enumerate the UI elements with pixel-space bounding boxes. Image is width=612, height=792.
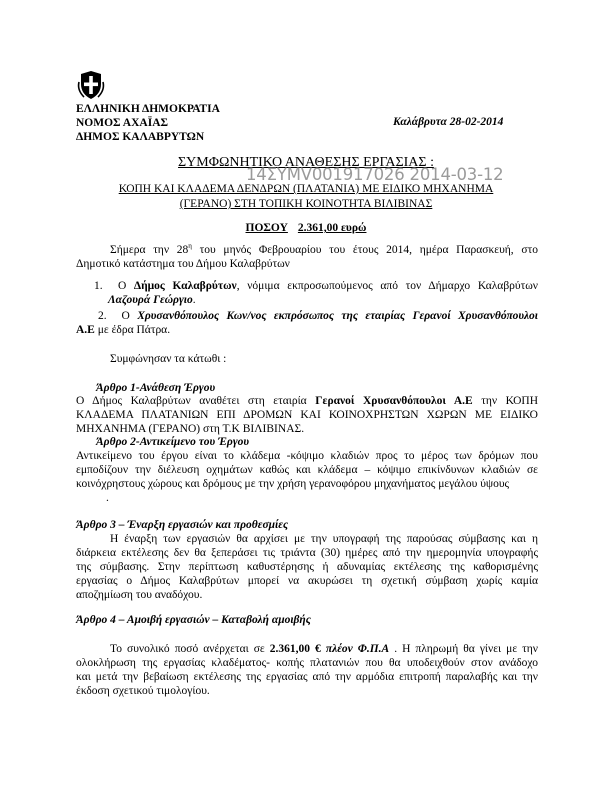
- document-title: ΣΥΜΦΩΝΗΤΙΚΟ ΑΝΑΘΕΣΗΣ ΕΡΓΑΣΙΑΣ :: [178, 155, 434, 170]
- contract-amount: [0, 222, 612, 234]
- article-3-title: Άρθρο 3 – Έναρξη εργασιών και προθεσμίες: [76, 519, 289, 531]
- party-1-representative: Λαζουρά Γεώργιο.: [108, 294, 196, 306]
- article-2-line-4: .: [106, 492, 109, 504]
- article-3-line-2: διάρκεια εκτέλεσης δεν θα ξεπεράσει τις τριάντα (30) ημέρες από την ημερομηνία υπογραφής: [76, 547, 538, 559]
- article-4-line-3: και μετά την βεβαίωση εκτέλεσης της εργασίας από την αρμόδια επιτροπή παραλαβής και την: [76, 671, 538, 683]
- agreed-line: Συμφώνησαν τα κάτωθι :: [110, 353, 227, 365]
- total-amount: 2.361,00 €: [269, 643, 321, 655]
- party-2-line: 2. Ο Χρυσανθόπουλος Κων/νος εκπρόσωπος της εταιρίας Γερανοί Χρυσανθόπουλοι: [98, 310, 539, 322]
- subtitle-line-2: (ΓΕΡΑΝΟ) ΣΤΗ ΤΟΠΙΚΗ ΚΟΙΝΟΤΗΤΑ ΒΙΛΙΒΙΝΑΣ: [179, 198, 433, 210]
- article-3-line-1: Η έναρξη των εργασιών θα αρχίσει με την υπογραφή της παρούσας σύμβασης και η: [110, 533, 538, 545]
- contractor-name: Γερανοί Χρυσανθόπουλοι Α.Ε: [315, 395, 473, 407]
- article-4-line-1: Το συνολικό ποσό ανέρχεται σε 2.361,00 € πλέον Φ.Π.Α . Η πληρωμή θα γίνει με την: [110, 643, 539, 655]
- amount-label: ΠΟΣΟΥ: [245, 222, 288, 234]
- intro-line-2: Δημοτικό κατάστημα του Δήμου Καλαβρύτων: [76, 258, 290, 270]
- registry-watermark: 14ΣΥΜV001917026 2014-03-12: [246, 165, 504, 184]
- party-1-line: 1. Ο Δήμος Καλαβρύτων, νόμιμα εκπροσωπούμενος από τον Δήμαρχο Καλαβρύτων: [94, 280, 538, 292]
- header-municipality: ΔΗΜΟΣ ΚΑΛΑΒΡΥΤΩΝ: [76, 131, 205, 143]
- header-country: ΕΛΛΗΝΙΚΗ ΔΗΜΟΚΡΑΤΙΑ: [76, 103, 220, 115]
- intro-line-1: Σήμερα την $28^\eta$ του μηνός Φεβρουαρίου του έτους 2014, ημέρα Παρασκευή, στο: [110, 242, 538, 256]
- article-4-line-4: έκδοση σχετικού τιμολογίου.: [76, 685, 210, 697]
- article-2-title: Άρθρο 2-Αντικείμενο του Έργου: [96, 436, 249, 448]
- party-1-name: Δήμος Καλαβρύτων: [133, 280, 237, 292]
- ordinal-superscript: η: [188, 242, 192, 251]
- amount-value: 2.361,00 ευρώ: [297, 222, 367, 234]
- article-4-title: Άρθρο 4 – Αμοιβή εργασιών – Καταβολή αμοιβής: [76, 614, 311, 626]
- article-2-line-3: κοινόχρηστους χώρους και δρόμους με την χρήση γερανοφόρου μηχανήματος μεγάλου ύψους: [76, 478, 510, 490]
- party-2-seat: Α.Ε με έδρα Πάτρα.: [76, 324, 171, 336]
- article-3-line-3: της σύμβασης. Στην περίπτωση καθυστέρησης ή αδυναμίας εκτέλεσης της καθορισμένης: [76, 561, 538, 573]
- article-4-line-2: ολοκλήρωση της εργασίας κλαδέματος- κοπής πλατανιών που θα υποδειχθούν στον ανάδοχο: [76, 657, 538, 669]
- article-1-line-3: ΜΗΧΑΝΗΜΑ (ΓΕΡΑΝΟ) στη Τ.Κ ΒΙΛΙΒΙΝΑΣ.: [76, 423, 305, 435]
- article-3-line-5: αποζημίωση του αναδόχου.: [76, 589, 203, 601]
- article-3-line-4: εργασίας ο Δήμος Καλαβρύτων μπορεί να ακυρώσει τη σχετική σύμβαση χωρίς καμία: [76, 575, 538, 587]
- party-2-name: Χρυσανθόπουλος Κων/νος εκπρόσωπος της εταιρίας Γερανοί Χρυσανθόπουλοι: [137, 310, 539, 322]
- header-prefecture: ΝΟΜΟΣ ΑΧΑΪΑΣ: [76, 117, 169, 129]
- article-2-line-1: Αντικείμενο του έργου είναι το κλάδεμα -κόψιμο κλαδιών προς το μέρος των δρόμων που: [76, 450, 538, 462]
- article-1-line-1: Ο Δήμος Καλαβρύτων αναθέτει στη εταιρία Γερανοί Χρυσανθόπουλοι Α.Ε την ΚΟΠΗ: [76, 395, 538, 407]
- article-1-title: Άρθρο 1-Ανάθεση Έργου: [96, 382, 216, 394]
- subtitle-line-1: ΚΟΠΗ ΚΑΙ ΚΛΑΔΕΜΑ ΔΕΝΔΡΩΝ (ΠΛΑΤΑΝΙΑ) ΜΕ ΕΙΔΙΚΟ ΜΗΧΑΝΗΜΑ: [118, 183, 494, 195]
- document-date: Καλάβρυτα 28-02-2014: [393, 116, 504, 128]
- greek-coat-of-arms-icon: [76, 70, 106, 100]
- article-2-line-2: εμποδίζουν την διέλευση οχημάτων καθώς και κλάδεμα – κόψιμο επικίνδυνων κλαδιών σε: [76, 464, 538, 476]
- article-1-line-2: ΚΛΑΔΕΜΑ ΠΛΑΤΑΝΙΩΝ ΕΠΙ ΔΡΟΜΩΝ ΚΑΙ ΚΟΙΝΟΧΡΗΣΤΩΝ ΧΩΡΩΝ ΜΕ ΕΙΔΙΚΟ: [76, 409, 538, 421]
